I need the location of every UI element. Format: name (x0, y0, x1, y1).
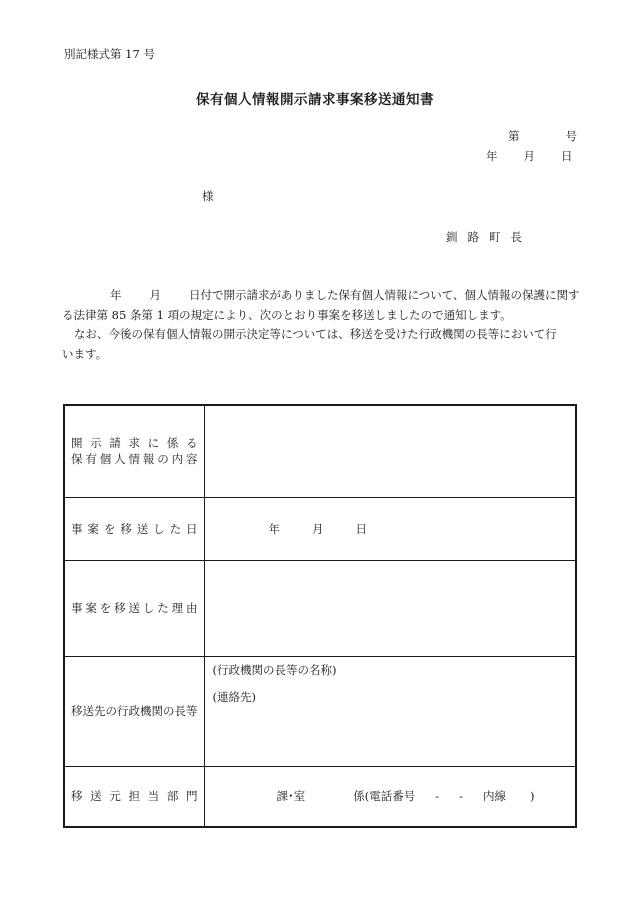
transfer-date-month: 月 (312, 521, 324, 536)
form-number: 別記様式第 17 号 (64, 47, 155, 61)
destination-contact-hint: (連絡先) (212, 689, 256, 704)
field-transfer-date[interactable] (204, 497, 576, 560)
date-year: 年 (486, 149, 498, 163)
table-row-transfer-date (64, 497, 576, 560)
transfer-date-year: 年 (268, 521, 280, 536)
para1-line1 (62, 285, 580, 305)
para1-line2: る法律第 85 条第 1 項の規定により、次のとおり事案を移送しましたので通知します。 (62, 308, 512, 322)
issuer-name: 釧路町長 (446, 230, 532, 244)
document-title: 保有個人情報開示請求事案移送通知書 (196, 92, 434, 108)
table-row-origin-section (64, 766, 576, 827)
document-date-line (486, 148, 573, 164)
label-transfer-reason-text: 事案を移送した理由 (71, 601, 198, 615)
document-number-line (508, 128, 577, 144)
number-prefix: 第 (508, 129, 520, 143)
label-requested-info-line2: 保有個人情報の内容 (71, 452, 198, 467)
para1-line1-text: 日付で開示請求がありました保有個人情報について、個人情報の保護に関す (189, 288, 580, 302)
notice-paragraph-2 (62, 324, 580, 364)
para1-year: 年 (110, 288, 122, 302)
closing-paren: ) (530, 789, 535, 804)
label-destination (64, 656, 204, 766)
label-requested-info-line1: 開示請求に係る (71, 436, 198, 451)
label-destination-text: 移送先の行政機関の長等 (71, 704, 198, 718)
label-transfer-reason (64, 560, 204, 656)
addressee-suffix: 様 (202, 189, 214, 203)
section-label: 課･室 (276, 789, 306, 804)
para2-line2: います。 (62, 347, 108, 361)
field-origin-section[interactable] (204, 766, 576, 827)
date-month: 月 (523, 149, 535, 163)
para1-month: 月 (149, 288, 161, 302)
transfer-details-table (63, 404, 577, 828)
number-suffix: 号 (565, 129, 577, 143)
extension-label: 内線 (483, 789, 507, 804)
para2-line1: なお、今後の保有個人情報の開示決定等については、移送を受けた行政機関の長等において行 (74, 327, 557, 341)
notice-paragraph-1 (62, 285, 580, 325)
table-row-transfer-reason (64, 560, 576, 656)
field-transfer-reason[interactable] (204, 560, 576, 656)
table-row-destination (64, 656, 576, 766)
phone-dash-1: - (435, 789, 440, 804)
phone-dash-2: - (459, 789, 464, 804)
label-origin-section-text: 移送元担当部門 (71, 789, 198, 804)
label-requested-info (64, 405, 204, 497)
label-transfer-date (64, 497, 204, 560)
table-row-content (64, 405, 576, 497)
destination-name-hint: (行政機関の長等の名称) (212, 662, 337, 677)
label-transfer-date-text: 事案を移送した日 (71, 521, 198, 536)
transfer-date-day: 日 (355, 521, 367, 536)
date-day: 日 (561, 149, 573, 163)
unit-phone-label: 係(電話番号 (353, 789, 416, 804)
field-destination[interactable] (204, 656, 576, 766)
field-requested-info[interactable] (204, 405, 576, 497)
label-origin-section (64, 766, 204, 827)
